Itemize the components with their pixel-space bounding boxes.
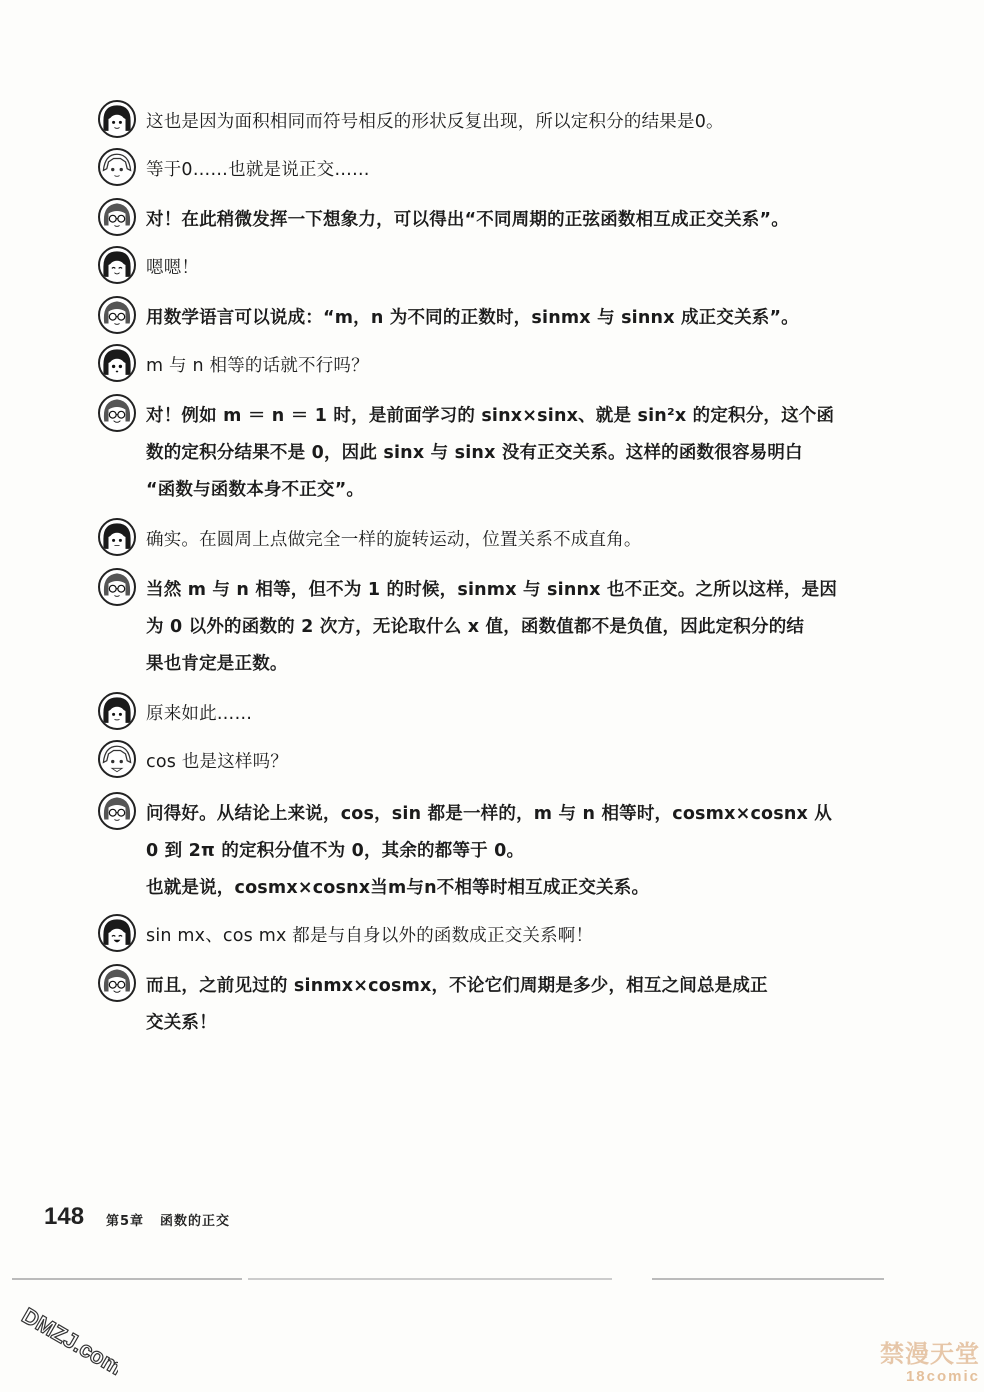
teacher-avatar-icon <box>98 792 136 830</box>
watermark-cn: 禁漫天堂 <box>880 1340 980 1368</box>
teacher-avatar-icon <box>98 964 136 1002</box>
dialogue-line: “函数与函数本身不正交”。 <box>146 480 365 500</box>
teacher-avatar-icon <box>98 198 136 236</box>
dialogue-line: 为 0 以外的函数的 2 次方，无论取什么 x 值，函数值都不是负值，因此定积分的结 <box>146 617 805 637</box>
dialogue-line: 果也肯定是正数。 <box>146 654 288 674</box>
girl-a-avatar-icon <box>98 914 136 952</box>
girl-b-avatar-icon <box>98 148 136 186</box>
dialogue-text <box>146 522 898 559</box>
dialogue-text <box>146 918 898 955</box>
dialogue-text <box>146 104 898 141</box>
dialogue-text <box>146 696 898 733</box>
girl-a-avatar-icon <box>98 518 136 556</box>
dialogue-line: 对！例如 m ＝ n ＝ 1 时，是前面学习的 sinx×sinx、就是 sin²x 的定积分，这个函 <box>146 406 835 426</box>
dialogue-line: 而且，之前见过的 sinmx×cosmx，不论它们周期是多少，相互之间总是成正 <box>146 976 768 996</box>
girl-a-avatar-icon <box>98 246 136 284</box>
dialogue-text <box>146 398 898 509</box>
dialogue-line: 0 到 2π 的定积分值不为 0，其余的都等于 0。 <box>146 841 525 861</box>
dialogue-line: 等于0……也就是说正交…… <box>146 160 370 180</box>
dialogue-line: m 与 n 相等的话就不行吗？ <box>146 356 369 376</box>
dialogue-line: 这也是因为面积相同而符号相反的形状反复出现，所以定积分的结果是0。 <box>146 112 724 132</box>
dialogue-text <box>146 572 898 683</box>
dialogue-text <box>146 300 898 337</box>
girl-a-avatar-icon <box>98 344 136 382</box>
dialogue-text <box>146 250 898 287</box>
dialogue-line: 数的定积分结果不是 0，因此 sinx 与 sinx 没有正交关系。这样的函数很容易明白 <box>146 443 803 463</box>
dialogue-line: cos 也是这样吗？ <box>146 752 289 772</box>
dialogue-line: 嗯嗯！ <box>146 258 200 278</box>
dialogue-line: 用数学语言可以说成：“m，n 为不同的正数时，sinmx 与 sinnx 成正交关系”。 <box>146 308 799 328</box>
dialogue-line: 当然 m 与 n 相等，但不为 1 的时候，sinmx 与 sinnx 也不正交。之所以这样，是因 <box>146 580 838 600</box>
dialogue-line: 确实。在圆周上点做完全一样的旋转运动，位置关系不成直角。 <box>146 530 642 550</box>
dialogue-text <box>146 796 898 907</box>
dialogue-text <box>146 744 898 781</box>
teacher-avatar-icon <box>98 394 136 432</box>
teacher-avatar-icon <box>98 296 136 334</box>
dialogue-line: sin mx、cos mx 都是与自身以外的函数成正交关系啊！ <box>146 926 594 946</box>
dmzj-watermark <box>8 1300 118 1380</box>
watermark-en: 18comic <box>905 1368 980 1385</box>
18comic-watermark <box>846 1340 980 1390</box>
dialogue-text <box>146 152 898 189</box>
girl-b-avatar-icon <box>98 740 136 778</box>
girl-a-avatar-icon <box>98 100 136 138</box>
footer-divider <box>12 1278 884 1280</box>
dialogue-line: 也就是说，cosmx×cosnx当m与n不相等时相互成正交关系。 <box>146 878 650 898</box>
dialogue-text <box>146 202 898 239</box>
dialogue-text <box>146 348 898 385</box>
dialogue-line: 对！在此稍微发挥一下想象力，可以得出“不同周期的正弦函数相互成正交关系”。 <box>146 210 789 230</box>
dialogue-line: 原来如此…… <box>146 704 253 724</box>
teacher-avatar-icon <box>98 568 136 606</box>
dmzj-watermark-text: DMZJ.com <box>17 1302 118 1380</box>
girl-a-avatar-icon <box>98 692 136 730</box>
dialogue-text <box>146 968 898 1042</box>
page-number: 148 <box>44 1203 85 1230</box>
chapter-label: 第5章 <box>106 1214 145 1229</box>
chapter-title: 函数的正交 <box>160 1214 231 1229</box>
dialogue-line: 交关系！ <box>146 1013 217 1033</box>
dialogue-line: 问得好。从结论上来说，cos，sin 都是一样的，m 与 n 相等时，cosmx×cosnx 从 <box>146 804 832 824</box>
